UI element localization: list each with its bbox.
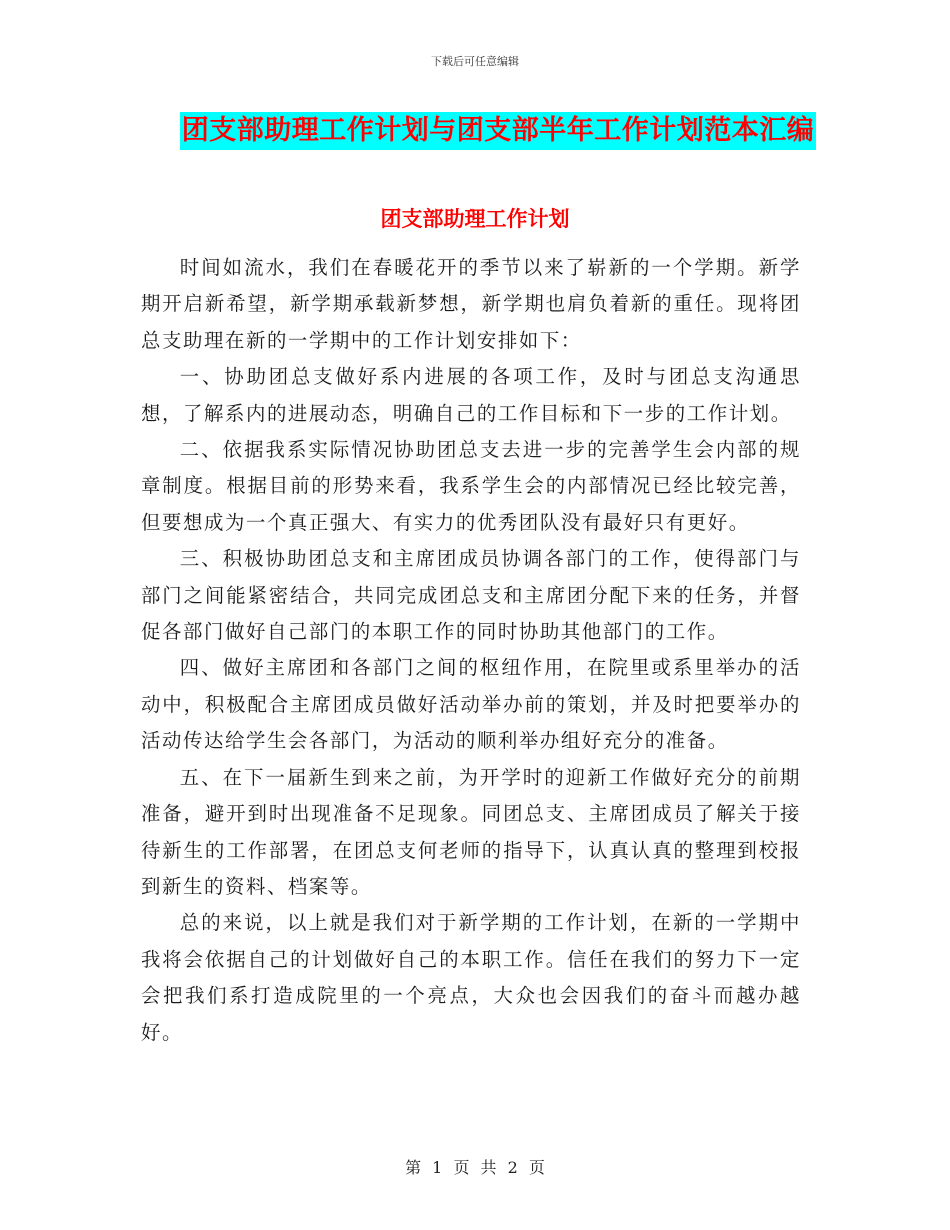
paragraph-intro: 时间如流水，我们在春暖花开的季节以来了崭新的一个学期。新学期开启新希望，新学期承载新梦想，新学期也肩负着新的重任。现将团总支助理在新的一学期中的工作计划安排如下： [141,256,801,352]
section-title: 团支部助理工作计划 [380,207,570,231]
paragraph-item-4: 四、做好主席团和各部门之间的枢纽作用，在院里或系里举办的活动中，积极配合主席团成员做好活动举办前的策划，并及时把要举办的活动传达给学生会各部门，为活动的顺利举办组好充分的准备。 [141,656,801,753]
main-title-container [0,112,950,150]
paragraph-item-5: 五、在下一届新生到来之前，为开学时的迎新工作做好充分的前期准备，避开到时出现准备不足现象。同团总支、主席团成员了解关于接待新生的工作部署，在团总支何老师的指导下，认真认真的整理到校报到新生的资料、档案等。 [141,765,801,898]
paragraph-item-3: 三、积极协助团总支和主席团成员协调各部门的工作，使得部门与部门之间能紧密结合，共同完成团总支和主席团分配下来的任务，并督促各部门做好自己部门的本职工作的同时协助其他部门的工作。 [141,547,801,644]
document-body [141,250,801,1051]
paragraph-item-2: 二、依据我系实际情况协助团总支去进一步的完善学生会内部的规章制度。根据目前的形势来看，我系学生会的内部情况已经比较完善，但要想成为一个真正强大、有实力的优秀团队没有最好只有更好。 [141,438,801,534]
header-note: 下载后可任意编辑 [431,55,519,68]
page-number-footer: 第 1 页 共 2 页 [405,1158,545,1177]
main-title: 团支部助理工作计划与团支部半年工作计划范本汇编 [180,112,817,150]
paragraph-conclusion: 总的来说，以上就是我们对于新学期的工作计划，在新的一学期中我将会依据自己的计划做好自己的本职工作。信任在我们的努力下一定会把我们系打造成院里的一个亮点，大众也会因我们的奋斗而越办越好。 [141,911,801,1044]
paragraph-item-1: 一、协助团总支做好系内进展的各项工作，及时与团总支沟通思想，了解系内的进展动态，明确自己的工作目标和下一步的工作计划。 [141,365,801,425]
